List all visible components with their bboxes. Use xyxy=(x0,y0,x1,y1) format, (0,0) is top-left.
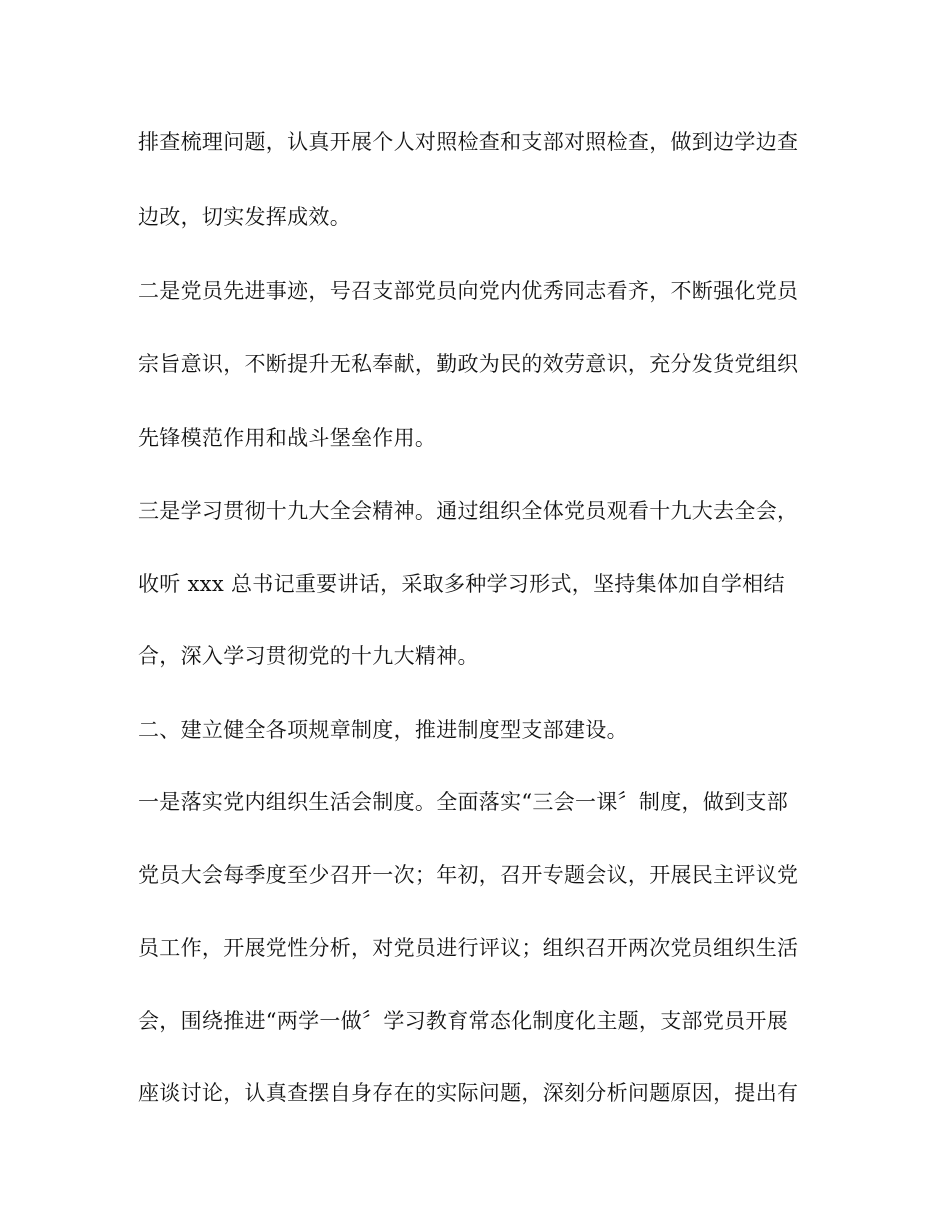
text-line: 三是学习贯彻十九大全会精神。通过组织全体党员观看十九大去全会， xyxy=(138,499,799,523)
text-line: 员工作，开展党性分析，对党员进行评议；组织召开两次党员组织生活 xyxy=(138,936,799,960)
text-line: 先锋模范作用和战斗堡垒作用。 xyxy=(138,426,437,450)
text-line: 收听 xxx 总书记重要讲话，采取多种学习形式，坚持集体加自学相结 xyxy=(138,572,785,596)
text-line: 二是党员先进事迹，号召支部党员向党内优秀同志看齐，不断强化党员 xyxy=(138,279,799,303)
text-line: 宗旨意识，不断提升无私奉献，勤政为民的效劳意识，充分发货党组织 xyxy=(138,352,799,376)
section-heading: 二、建立健全各项规章制度，推进制度型支部建设。 xyxy=(138,718,628,742)
text-line: 会，围绕推进“两学一做〞学习教育常态化制度化主题，支部党员开展 xyxy=(138,1009,789,1033)
text-line: 排查梳理问题，认真开展个人对照检查和支部对照检查，做到边学边查 xyxy=(138,130,799,154)
text-line: 党员大会每季度至少召开一次；年初，召开专题会议，开展民主评议党 xyxy=(138,863,799,887)
text-line: 一是落实党内组织生活会制度。全面落实“三会一课〞制度，做到支部 xyxy=(138,790,789,814)
text-line: 边改，切实发挥成效。 xyxy=(138,205,351,229)
text-line: 座谈讨论，认真查摆自身存在的实际问题，深刻分析问题原因，提出有 xyxy=(138,1081,799,1105)
text-line: 合，深入学习贯彻党的十九大精神。 xyxy=(138,644,479,668)
